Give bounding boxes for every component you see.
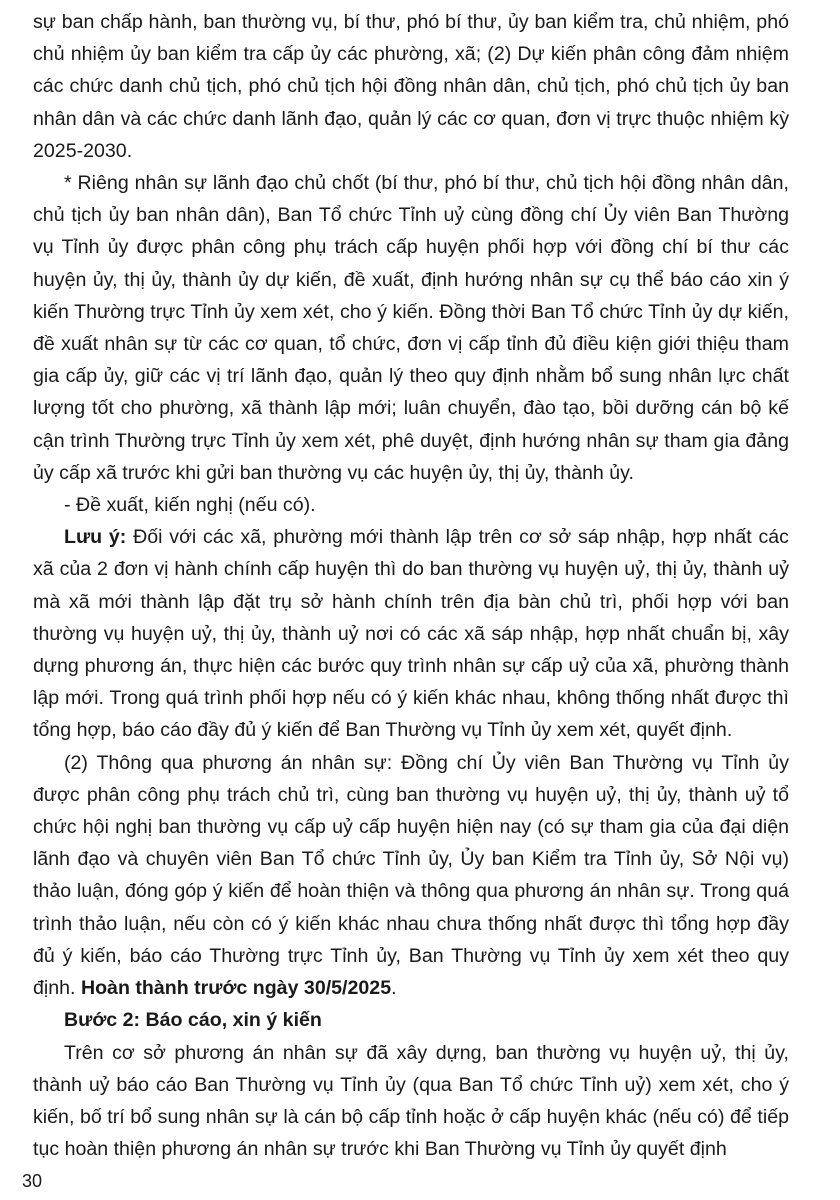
paragraph-key-personnel: * Riêng nhân sự lãnh đạo chủ chốt (bí thư, phó bí thư, chủ tịch hội đồng nhân dân, chủ tịch ủy ban nhân dân), Ban Tổ chức Tỉnh uỷ cùng đồng chí Ủy viên Ban Thường vụ Tỉnh ủy được phân công phụ trách cấp huyện phối hợp với đồng chí bí thư các huyện ủy, thị ủy, thành ủy dự kiến, đề xuất, định hướng nhân sự cụ thể báo cáo xin ý kiến Thường trực Tỉnh ủy xem xét, cho ý kiến. Đồng thời Ban Tổ chức Tỉnh ủy dự kiến, đề xuất nhân sự từ các cơ quan, tổ chức, đơn vị cấp tỉnh đủ điều kiện giới thiệu tham gia cấp ủy, giữ các vị trí lãnh đạo, quản lý theo quy định nhằm bổ sung nhân lực chất lượng tốt cho phường, xã thành lập mới; luân chuyển, đào tạo, bồi dưỡng cán bộ kế cận trình Thường trực Tỉnh ủy xem xét, phê duyệt, định hướng nhân sự tham gia đảng ủy cấp xã trước khi gửi ban thường vụ các huyện ủy, thị ủy, thành ủy. bbox=[33, 172, 789, 484]
paragraph-proposal: - Đề xuất, kiến nghị (nếu có). bbox=[64, 494, 316, 517]
body-text bbox=[33, 6, 789, 1165]
note-text: Đối với các xã, phường mới thành lập trên cơ sở sáp nhập, hợp nhất các xã của 2 đơn vị hành chính cấp huyện thì do ban thường vụ huyện uỷ, thị ủy, thành uỷ mà xã mới thành lập đặt trụ sở hành chính trên địa bàn chủ trì, phối hợp với ban thường vụ huyện uỷ, thị ủy, thành uỷ nơi có các xã sáp nhập, hợp nhất chuẩn bị, xây dựng phương án, thực hiện các bước quy trình nhân sự cấp uỷ của xã, phường thành lập mới. Trong quá trình phối hợp nếu có ý kiến khác nhau, không thống nhất được thì tổng hợp, báo cáo đầy đủ ý kiến để Ban Thường vụ Tỉnh ủy xem xét, quyết định. bbox=[33, 526, 789, 742]
note-label: Lưu ý: bbox=[64, 526, 127, 549]
paragraph-report: Trên cơ sở phương án nhân sự đã xây dựng, ban thường vụ huyện uỷ, thị ủy, thành uỷ báo cáo Ban Thường vụ Tỉnh ủy (qua Ban Tổ chức Tỉnh uỷ) xem xét, cho ý kiến, bố trí bổ sung nhân sự là cán bộ cấp tỉnh hoặc ở cấp huyện khác (nếu có) để tiếp tục hoàn thiện phương án nhân sự trước khi Ban Thường vụ Tỉnh ủy quyết định bbox=[33, 1041, 789, 1161]
paragraph-continuation: sự ban chấp hành, ban thường vụ, bí thư, phó bí thư, ủy ban kiểm tra, chủ nhiệm, phó chủ nhiệm ủy ban kiểm tra cấp ủy các phường, xã; (2) Dự kiến phân công đảm nhiệm các chức danh chủ tịch, phó chủ tịch hội đồng nhân dân, chủ tịch, phó chủ tịch ủy ban nhân dân và các chức danh lãnh đạo, quản lý các cơ quan, đơn vị trực thuộc nhiệm kỳ 2025-2030. bbox=[33, 11, 789, 162]
step-heading: Bước 2: Báo cáo, xin ý kiến bbox=[64, 1009, 322, 1032]
deadline-text: Hoàn thành trước ngày 30/5/2025 bbox=[80, 977, 392, 1000]
paragraph-approval bbox=[33, 747, 789, 1005]
approval-end: . bbox=[391, 977, 397, 1000]
paragraph-note bbox=[33, 521, 789, 746]
page-number: 30 bbox=[22, 1171, 43, 1191]
approval-text: (2) Thông qua phương án nhân sự: Đồng chí Ủy viên Ban Thường vụ Tỉnh ủy được phân công phụ trách chủ trì, cùng ban thường vụ huyện uỷ, thị ủy, thành uỷ tổ chức hội nghị ban thường vụ cấp uỷ cấp huyện hiện nay (có sự tham gia của đại diện lãnh đạo và chuyên viên Ban Tổ chức Tỉnh ủy, Ủy ban Kiểm tra Tỉnh ủy, Sở Nội vụ) thảo luận, đóng góp ý kiến để hoàn thiện và thông qua phương án nhân sự. Trong quá trình thảo luận, nếu còn có ý kiến khác nhau chưa thống nhất được thì tổng hợp đầy đủ ý kiến, báo cáo Thường trực Tỉnh ủy, Ban Thường vụ Tỉnh ủy xem xét theo quy định. bbox=[33, 751, 789, 1000]
